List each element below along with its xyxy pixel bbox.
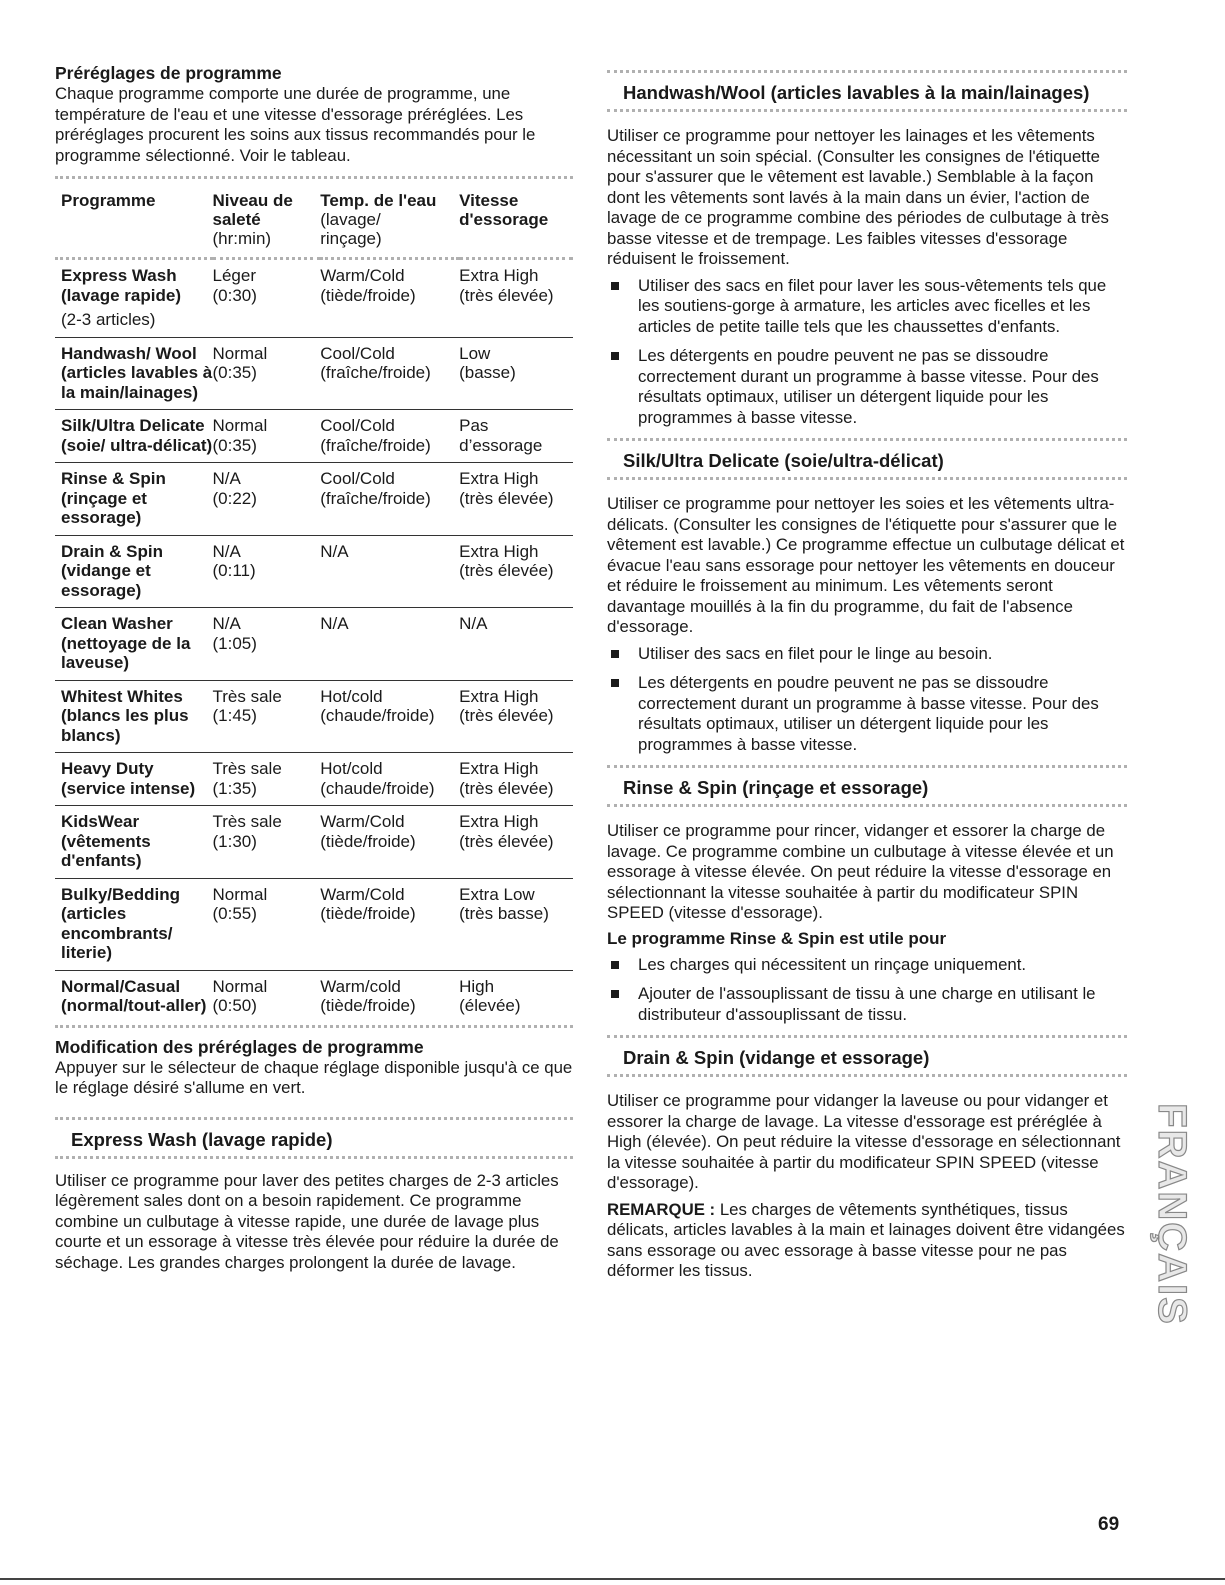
presets-intro: Chaque programme comporte une durée de programme, une température de l'eau et une vitesse d'essorage préréglées. Les préréglages procurent les soins aux tissus recommandés pour le programme sélectionné. Voir le tableau.: [55, 84, 536, 165]
cell-soil: Normal (0:55): [213, 878, 321, 970]
table-row: [55, 970, 573, 1023]
cell-temp: Hot/cold (chaude/froide): [320, 753, 459, 806]
presets-heading: Préréglages de programme: [55, 63, 282, 83]
express-text: Utiliser ce programme pour laver des petites charges de 2-3 articles légèrement sales dont on a besoin rapidement. Ce programme combine un culbutage à vitesse rapide, une durée de lavage plus courte et un essorage à vitesse très élevée pour réduire la durée de séchage. Les grandes charges prolongent la durée de lavage.: [55, 1170, 559, 1272]
note-text: Les charges de vêtements synthétiques, tissus délicats, articles lavables à la main et lainages doivent être vidangées sans essorage ou avec essorage à basse vitesse pour ne pas déformer les tissus.: [607, 1199, 1125, 1280]
list-item: Ajouter de l'assouplissant de tissu à une charge en utilisant le distributeur d'assouplissant de tissu.: [607, 984, 1127, 1025]
cell-soil: Très sale (1:45): [213, 680, 321, 753]
cell-spin: Extra High (très élevée): [459, 753, 573, 806]
page-number: 69: [1098, 1514, 1120, 1535]
note-label: REMARQUE :: [607, 1199, 716, 1219]
header-spin: Vitesse d'essorage: [459, 191, 549, 229]
cell-spin: Extra High (très élevée): [459, 463, 573, 536]
handwash-bullets: [607, 276, 1127, 429]
cell-spin: N/A: [459, 608, 573, 681]
silk-title: Silk/Ultra Delicate (soie/ultra-délicat): [623, 450, 944, 471]
table-row: [55, 753, 573, 806]
cell-temp: Cool/Cold (fraîche/froide): [320, 463, 459, 536]
cell-program: Handwash/ Wool (articles lavables à la main/lainages): [55, 337, 213, 410]
table-row: [55, 608, 573, 681]
express-section-header: [55, 1117, 573, 1163]
list-item: Les détergents en poudre peuvent ne pas se dissoudre correctement durant un programme à basse vitesse. Pour des résultats optimaux, utiliser un détergent liquide pour les programmes à basse vitesse.: [607, 346, 1127, 428]
silk-section-header: [607, 438, 1127, 484]
cell-soil: N/A (0:22): [213, 463, 321, 536]
cell-spin: Low (basse): [459, 337, 573, 410]
drain-section-header: [607, 1035, 1127, 1081]
list-item: Les détergents en poudre peuvent ne pas se dissoudre correctement durant un programme à basse vitesse. Pour des résultats optimaux, utiliser un détergent liquide pour les programmes à basse vitesse.: [607, 673, 1127, 755]
handwash-title: Handwash/Wool (articles lavables à la main/lainages): [623, 82, 1090, 103]
cell-soil: Léger (0:30): [212, 266, 257, 305]
silk-bullets: [607, 644, 1127, 756]
note-paragraph: [607, 1200, 1127, 1282]
cell-program: Rinse & Spin (rinçage et essorage): [55, 463, 213, 536]
right-column: [607, 70, 1127, 1282]
silk-text: Utiliser ce programme pour nettoyer les soies et les vêtements ultra-délicats. (Consulter les consignes de l'étiquette pour s'assurer que le vêtement est lavable.) Ce programme effectue un culbutage délicat et évacue l'eau sans essorage pour nettoyer les vêtements en douceur et réduire le froissement au minimum. Les vêtements seront davantage mouillés à la fin du programme, du fait de l'absence d'essorage.: [607, 494, 1125, 636]
cell-spin: Extra High (très élevée): [459, 680, 573, 753]
modify-heading: Modification des préréglages de programme: [55, 1036, 424, 1057]
cell-temp: Cool/Cold (fraîche/froide): [320, 410, 459, 463]
language-side-tab: FRANÇAIS: [1149, 1102, 1194, 1326]
table-row: [55, 878, 573, 970]
cell-spin: Extra High (très élevée): [459, 535, 573, 608]
table-header-row: [55, 183, 573, 259]
drain-title: Drain & Spin (vidange et essorage): [623, 1047, 930, 1068]
cell-program: Bulky/Bedding (articles encombrants/ literie): [55, 878, 213, 970]
cell-soil: Normal (0:50): [213, 970, 321, 1023]
rinse-title: Rinse & Spin (rinçage et essorage): [623, 777, 929, 798]
rinse-subheading: Le programme Rinse & Spin est utile pour: [607, 928, 947, 948]
header-soil: Niveau de saleté (hr:min): [212, 191, 293, 248]
handwash-section-header: [607, 70, 1127, 116]
header-temp: Temp. de l'eau (lavage/ rinçage): [320, 191, 437, 248]
cell-program: Whitest Whites (blancs les plus blancs): [55, 680, 213, 753]
cell-temp: N/A: [320, 535, 459, 608]
cell-spin: Pas d’essorage: [459, 410, 573, 463]
cell-temp: N/A: [320, 608, 459, 681]
cell-soil: Normal (0:35): [213, 337, 321, 410]
cell-program: Heavy Duty (service intense): [55, 753, 213, 806]
handwash-text: Utiliser ce programme pour nettoyer les lainages et les vêtements nécessitant un soin spécial. (Consulter les consignes de l'étiquette pour s'assurer que le vêtement est lavable.) Semblable à la façon dont les vêtements sont lavés à la main dans un évier, l'action de lavage de ce programme combine des périodes de culbutage à très basse vitesse et de trempage. Les faibles vitesses d'essorage réduisent le froissement.: [607, 126, 1109, 268]
table-row: [55, 259, 573, 338]
cell-temp: Cool/Cold (fraîche/froide): [320, 337, 459, 410]
table-row: [55, 680, 573, 753]
cell-program: Normal/Casual (normal/tout-aller): [55, 970, 213, 1023]
cell-soil: Normal (0:35): [213, 410, 321, 463]
cell-program: Express Wash (lavage rapide) (2-3 articles): [61, 266, 181, 329]
cell-temp: Warm/cold (tiède/froide): [320, 970, 459, 1023]
program-table: [55, 183, 573, 1023]
list-item: Utiliser des sacs en filet pour laver les sous-vêtements tels que les soutiens-gorge à armature, les articles avec ficelles et les articles de petite taille tels que les chaussettes d'enfants.: [607, 276, 1127, 338]
cell-program: Clean Washer (nettoyage de la laveuse): [55, 608, 213, 681]
rinse-text: Utiliser ce programme pour rincer, vidanger et essorer la charge de lavage. Ce programme combine un culbutage à vitesse élevée et un essorage à vitesse élevée. On peut réduire la vitesse d'essorage en sélectionnant la vitesse souhaitée à partir du modificateur SPIN SPEED (vitesse d'essorage).: [607, 821, 1114, 922]
cell-spin: Extra High (très élevée): [459, 806, 573, 879]
table-row: [55, 337, 573, 410]
cell-temp: Hot/cold (chaude/froide): [320, 680, 459, 753]
cell-soil: Très sale (1:35): [213, 753, 321, 806]
cell-program: Silk/Ultra Delicate (soie/ ultra-délicat): [55, 410, 213, 463]
cell-soil: N/A (1:05): [213, 608, 321, 681]
bottom-border: [0, 1578, 1225, 1580]
rinse-bullets: [607, 955, 1127, 1026]
table-row: [55, 806, 573, 879]
cell-temp: Warm/Cold (tiède/froide): [320, 878, 459, 970]
table-row: [55, 410, 573, 463]
express-title: Express Wash (lavage rapide): [71, 1128, 333, 1150]
cell-spin: Extra Low (très basse): [459, 878, 573, 970]
cell-spin: High (élevée): [459, 970, 573, 1023]
drain-text: Utiliser ce programme pour vidanger la laveuse ou pour vidanger et essorer la charge de lavage. La vitesse d'essorage est préréglée à High (élevée). On peut réduire la vitesse d'essorage en sélectionnant la vitesse souhaitée à partir du modificateur SPIN SPEED (vitesse d'essorage).: [607, 1091, 1121, 1192]
cell-soil: N/A (0:11): [213, 535, 321, 608]
cell-soil: Très sale (1:30): [213, 806, 321, 879]
left-column: [55, 62, 573, 1273]
list-item: Utiliser des sacs en filet pour le linge au besoin.: [607, 644, 1127, 665]
cell-program: KidsWear (vêtements d'enfants): [55, 806, 213, 879]
table-row: [55, 463, 573, 536]
cell-temp: Warm/Cold (tiède/froide): [320, 266, 416, 305]
modify-text: Appuyer sur le sélecteur de chaque réglage disponible jusqu'à ce que le réglage désiré s'allume en vert.: [55, 1057, 573, 1097]
header-program: Programme: [61, 191, 156, 210]
rinse-section-header: [607, 765, 1127, 811]
cell-spin: Extra High (très élevée): [459, 266, 554, 305]
table-row: [55, 535, 573, 608]
dotted-divider: [55, 1025, 573, 1032]
cell-program: Drain & Spin (vidange et essorage): [55, 535, 213, 608]
list-item: Les charges qui nécessitent un rinçage uniquement.: [607, 955, 1127, 976]
cell-temp: Warm/Cold (tiède/froide): [320, 806, 459, 879]
dotted-divider: [55, 176, 573, 183]
